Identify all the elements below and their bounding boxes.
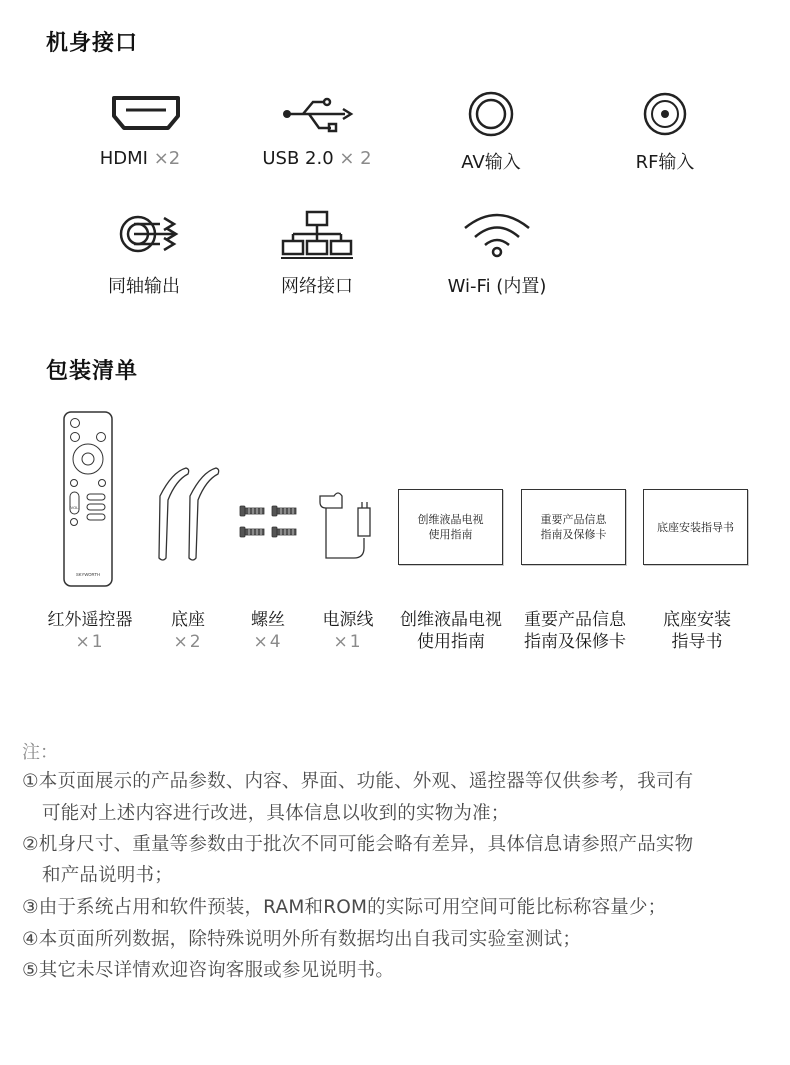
package-item-multiplier: ×1 bbox=[333, 632, 363, 652]
interface-name: 网络接口 bbox=[281, 276, 353, 297]
package-item-screws bbox=[228, 609, 308, 653]
booklet-line: 底座安装指导书 bbox=[657, 520, 734, 534]
package-item-multiplier: ×2 bbox=[173, 632, 203, 652]
stand-image bbox=[150, 466, 230, 566]
package-item-remote bbox=[38, 609, 142, 653]
network-port-icon bbox=[277, 208, 357, 260]
note-line: ⑤其它未尽详情欢迎咨询客服或参见说明书。 bbox=[22, 960, 395, 981]
screws-image bbox=[238, 500, 302, 544]
package-item-name-line2: 使用指南 bbox=[417, 632, 485, 652]
package-item-power-cord bbox=[308, 609, 388, 653]
interface-network bbox=[237, 272, 397, 298]
note-line: 可能对上述内容进行改进，具体信息以收到的实物为准； bbox=[42, 803, 510, 824]
remote-control-image bbox=[62, 410, 114, 588]
package-item-name: 底座 bbox=[171, 610, 205, 630]
warranty-booklet bbox=[521, 489, 626, 565]
package-item-name-line2: 指南及保修卡 bbox=[524, 632, 626, 652]
interface-hdmi bbox=[60, 148, 220, 169]
booklet-line: 使用指南 bbox=[428, 528, 473, 541]
coaxial-output-icon bbox=[104, 208, 184, 260]
remote-vol-text: VOL bbox=[70, 505, 79, 510]
interface-name: AV输入 bbox=[461, 152, 521, 173]
package-item-name-line1: 创维液晶电视 bbox=[400, 610, 502, 630]
interfaces-title: 机身接口 bbox=[46, 31, 139, 56]
av-input-icon bbox=[451, 88, 531, 140]
package-item-name: 红外遥控器 bbox=[47, 610, 133, 630]
package-item-name-line2: 指导书 bbox=[671, 632, 723, 652]
note-line: ①本页面展示的产品参数、内容、界面、功能、外观、遥控器等仅供参考，我司有 bbox=[22, 771, 694, 792]
hdmi-port-icon bbox=[106, 88, 186, 140]
interface-coax bbox=[64, 272, 224, 298]
package-title: 包装清单 bbox=[46, 359, 139, 384]
interface-name: USB 2.0 bbox=[262, 148, 334, 169]
note-line: ③由于系统占用和软件预装，RAM和ROM的实际可用空间可能比标称容量少； bbox=[22, 897, 667, 918]
package-item-multiplier: ×1 bbox=[75, 632, 105, 652]
stand-install-booklet bbox=[643, 489, 748, 565]
interface-name: Wi-Fi (内置) bbox=[447, 276, 547, 297]
package-item-name: 电源线 bbox=[322, 610, 374, 630]
user-guide-booklet bbox=[398, 489, 503, 565]
interface-name: 同轴输出 bbox=[108, 276, 180, 297]
interface-multiplier: ×2 bbox=[153, 148, 181, 169]
interface-wifi bbox=[417, 272, 577, 298]
notes-title: 注： bbox=[22, 742, 58, 763]
rf-input-icon bbox=[625, 88, 705, 140]
power-cord-image bbox=[316, 484, 382, 562]
usb-icon bbox=[277, 88, 357, 140]
remote-brand-text: SKYWORTH bbox=[75, 572, 101, 577]
package-item-user-guide bbox=[390, 609, 512, 653]
booklet-line: 重要产品信息 bbox=[540, 513, 607, 526]
package-item-name-line1: 重要产品信息 bbox=[524, 610, 626, 630]
interface-usb bbox=[237, 148, 397, 169]
booklet-line: 创维液晶电视 bbox=[417, 513, 484, 526]
interface-multiplier: × 2 bbox=[339, 148, 372, 169]
package-item-name: 螺丝 bbox=[251, 610, 285, 630]
package-item-name-line1: 底座安装 bbox=[663, 610, 731, 630]
booklet-line: 指南及保修卡 bbox=[540, 528, 607, 541]
interface-av bbox=[411, 148, 571, 174]
interface-name: HDMI bbox=[99, 148, 148, 169]
package-item-warranty bbox=[514, 609, 636, 653]
package-item-install-guide bbox=[636, 609, 758, 653]
wifi-icon bbox=[457, 208, 537, 260]
note-line: ④本页面所列数据，除特殊说明外所有数据均出自我司实验室测试； bbox=[22, 929, 582, 950]
interface-name: RF输入 bbox=[635, 152, 695, 173]
interface-rf bbox=[585, 148, 745, 174]
note-line: 和产品说明书； bbox=[42, 865, 173, 886]
note-line: ②机身尺寸、重量等参数由于批次不同可能会略有差异，具体信息请参照产品实物 bbox=[22, 834, 694, 855]
package-item-multiplier: ×4 bbox=[253, 632, 283, 652]
package-item-stand bbox=[148, 609, 228, 653]
